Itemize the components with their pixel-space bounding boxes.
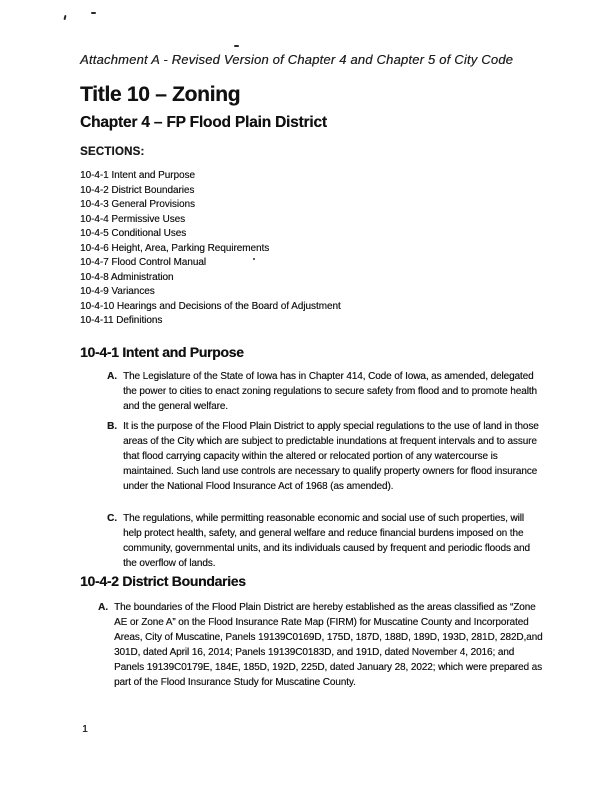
clause-text: The boundaries of the Flood Plain District are hereby established as the areas classified as “Zone AE or Zone A” on the Flood Insurance Rate Map (FIRM) for Muscatine County and Incorporated Areas, City of Muscatine, Panels 19139C0169D, 175D, 187D, 188D, 189D, 193D, 281D, 282D,and 301D, dated April 16, 2014; Panels 19139C0183D, and 191D, dated November 4, 2016; and Panels 19139C0179E, 184E, 185D, 192D, 225D, dated January 28, 2022; which were prepared as part of the Flood Insurance Study for Muscatine County. xyxy=(114,602,543,688)
section-heading-10-4-1: 10-4-1 Intent and Purpose xyxy=(80,344,244,360)
clause-text: The Legislature of the State of Iowa has in Chapter 414, Code of Iowa, as amended, delegated the power to cities to enact zoning regulations to secure safety from flood and to promote health and the general welfare. xyxy=(123,371,537,412)
attachment-header-note: Attachment A - Revised Version of Chapter 4 and Chapter 5 of City Code xyxy=(80,52,514,67)
toc-item: 10-4-8 Administration xyxy=(80,271,174,283)
clause-marker: A. xyxy=(98,602,108,613)
toc-item: 10-4-4 Permissive Uses xyxy=(80,213,186,225)
clause-text: It is the purpose of the Flood Plain District to apply special regulations to the use of land in those areas of the City which are subject to predictable inundations at frequent intervals and to assure that flood carrying capacity within the altered or relocated portion of any watercourse is maintained. Such land use controls are necessary to qualify property owners for flood insurance under the National Flood Insurance Act of 1968 (as amended). xyxy=(123,421,539,492)
clause-text: The regulations, while permitting reasonable economic and social use of such properties, will help protect health, safety, and general welfare and reduce financial burdens imposed on the community, governmental units, and its individuals caused by frequent and periodic floods and the overflow of lands. xyxy=(123,513,530,569)
toc-item: 10-4-1 Intent and Purpose xyxy=(80,170,195,181)
toc-item: 10-4-6 Height, Area, Parking Requirements xyxy=(80,242,270,254)
toc-item: 10-4-2 District Boundaries xyxy=(80,184,195,196)
page-title: Title 10 – Zoning xyxy=(80,83,241,106)
scan-artifact xyxy=(234,45,239,47)
toc-list xyxy=(80,169,500,329)
toc-item: 10-4-9 Variances xyxy=(80,286,155,297)
clause-marker: C. xyxy=(107,513,117,524)
page-number: 1 xyxy=(82,723,88,735)
toc-item: 10-4-7 Flood Control Manual xyxy=(80,257,206,268)
scan-artifact xyxy=(63,15,66,20)
section-heading-10-4-2: 10-4-2 District Boundaries xyxy=(80,573,246,589)
toc-item: 10-4-5 Conditional Uses xyxy=(80,228,187,239)
toc-item: 10-4-11 Definitions xyxy=(80,315,163,326)
clause-10-4-1-a xyxy=(107,369,545,414)
toc-item: 10-4-3 General Provisions xyxy=(80,199,195,210)
sections-label: SECTIONS: xyxy=(80,146,145,158)
clause-10-4-1-b xyxy=(107,419,545,494)
clause-10-4-1-c xyxy=(107,511,545,571)
clause-10-4-2-a xyxy=(98,600,546,690)
chapter-subtitle: Chapter 4 – FP Flood Plain District xyxy=(80,114,327,131)
scan-artifact xyxy=(91,12,96,14)
clause-marker: B. xyxy=(107,421,117,432)
toc-item: 10-4-10 Hearings and Decisions of the Board of Adjustment xyxy=(80,300,341,312)
clause-marker: A. xyxy=(107,371,117,382)
